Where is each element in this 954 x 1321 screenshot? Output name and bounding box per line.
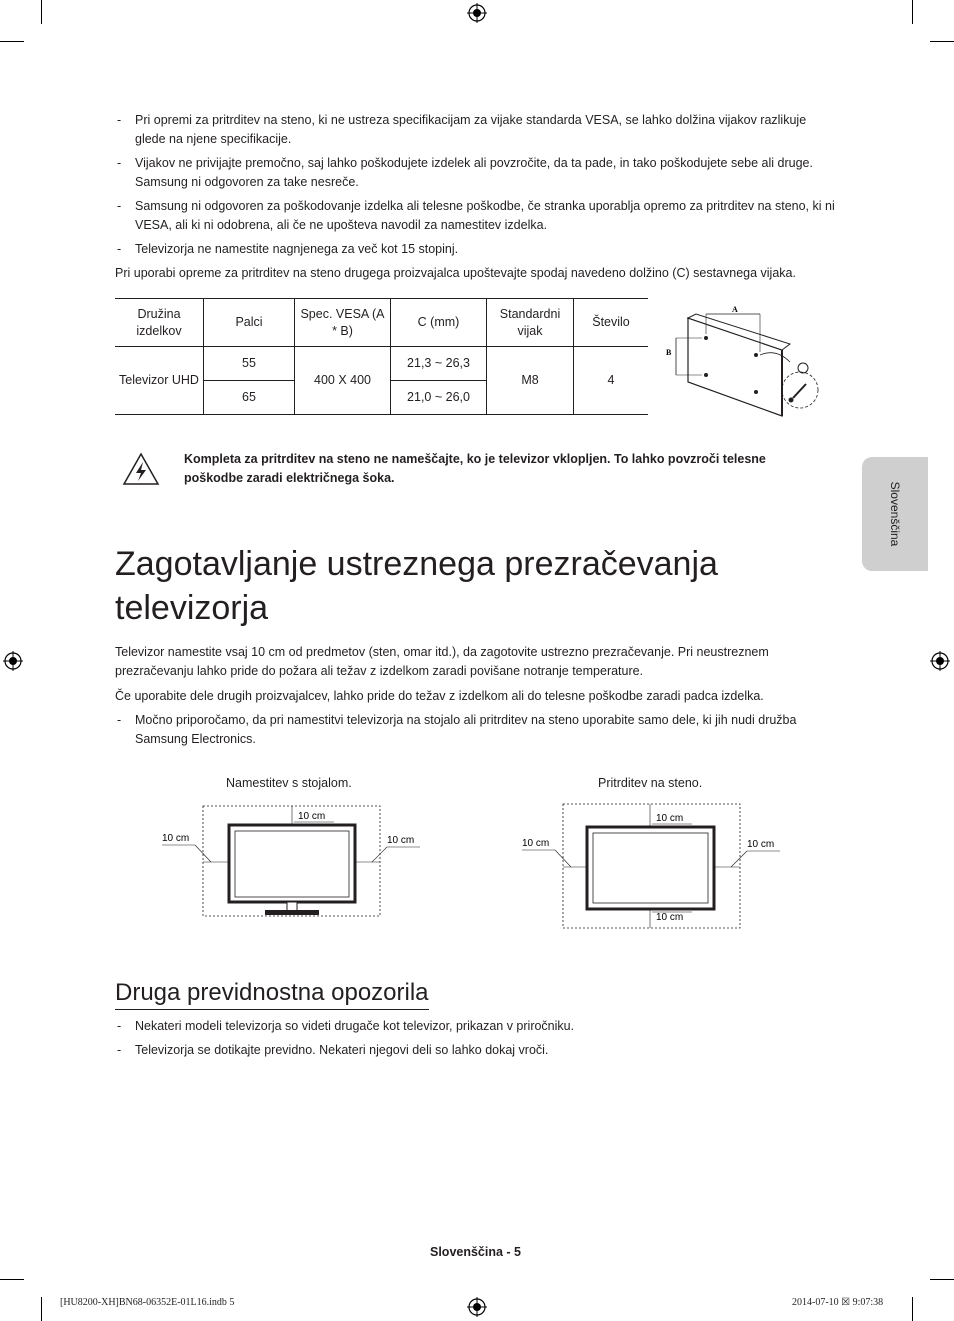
bullet-text: Nekateri modeli televizorja so videti drugače kot televizor, prikazan v priročniku. [135,1019,575,1033]
figure-caption: Pritrditev na steno. [598,776,703,790]
table-cell: 55 [204,347,295,381]
crop-mark [912,1297,913,1321]
crop-mark [0,41,24,42]
intro-paragraph: Pri uporabi opreme za pritrditev na steno drugega proizvajalca upoštevajte spodaj navedeno dolžino (C) sestavnega vijaka. [115,266,796,280]
language-tab [862,457,928,571]
clearance-label-left: 10 cm [522,838,550,849]
registration-mark-icon [3,651,23,671]
crop-mark [0,1279,24,1280]
table-row [115,347,648,381]
table-cell: 21,0 ~ 26,0 [391,381,487,415]
warning-text: Kompleta za pritrditev na steno ne nameščajte, ko je televizor vklopljen. To lahko povzroči telesne poškodbe zaradi električnega šoka. [184,452,766,485]
dimension-label-a: A [732,305,738,314]
list-item: - Pri opremi za pritrditev na steno, ki ne ustreza specifikacijam za vijake standarda VESA, se lahko dolžina vijakov razlikuje glede na njene specifikacije. [117,111,837,149]
crop-mark [41,0,42,24]
table-cell: 4 [574,347,649,415]
section-heading: Zagotavljanje ustreznega prezračevanja televizorja [115,545,718,627]
figure-caption: Namestitev s stojalom. [226,776,352,790]
paragraph: Televizor namestite vsaj 10 cm od predmetov (sten, omar itd.), da zagotovite ustrezno prezračevanje. Pri neustreznem prezračevanju lahko pride do požara ali težav z izdelkom zaradi povišane notranje temperature. [115,645,769,678]
table-header-cell: Palci [204,299,295,347]
clearance-label-right: 10 cm [387,835,415,846]
bullet-text: Vijakov ne privijajte premočno, saj lahko poškodujete izdelek ali povzročite, da ta pade, in tako poškodujete sebe ali druge. Samsung ni odgovoren za take nesreče. [135,156,813,189]
vesa-spec-table [115,298,648,415]
wall-ventilation-diagram [518,800,788,932]
bullet-text: Samsung ni odgovoren za poškodovanje izdelka ali telesne poškodbe, če stranka uporablja opremo za pritrditev na steno, ki ni VESA, ali ki ni odobrena, ali če ne upošteva navodil za namestitev izdelka. [135,199,835,232]
clearance-label-top: 10 cm [298,811,326,822]
crop-mark [41,1297,42,1321]
list-item: - Televizorja se dotikajte previdno. Nekateri njegovi deli so lahko dokaj vroči. [117,1041,837,1060]
clearance-label-left: 10 cm [162,833,190,844]
section-subheading: Druga previdnostna opozorila [115,978,429,1010]
bullet-text: Televizorja se dotikajte previdno. Nekateri njegovi deli so lahko dokaj vroči. [135,1043,549,1057]
bullet-text: Televizorja ne namestite nagnjenega za več kot 15 stopinj. [135,242,459,256]
language-tab-label: Slovenščina [888,481,902,547]
wall-mount-diagram [660,300,830,420]
list-item: - Nekateri modeli televizorja so videti drugače kot televizor, prikazan v priročniku. [117,1017,837,1036]
table-cell: 65 [204,381,295,415]
page-number: Slovenščina - 5 [430,1245,522,1259]
registration-mark-icon [467,1297,487,1317]
table-cell: 21,3 ~ 26,3 [391,347,487,381]
registration-mark-icon [467,3,487,23]
list-item: - Močno priporočamo, da pri namestitvi televizorja na stojalo ali pritrditev na steno uporabite samo dele, ki jih nudi družba Samsung Electronics. [117,711,837,749]
table-cell: Televizor UHD [115,347,204,415]
stand-ventilation-diagram [158,800,428,920]
electric-shock-warning-icon [122,452,160,486]
table-header-cell: C (mm) [391,299,487,347]
registration-mark-icon [930,651,950,671]
table-header-cell: Število [574,299,649,347]
table-cell: M8 [487,347,574,415]
crop-mark [930,1279,954,1280]
table-header-row [115,299,648,347]
list-item: - Samsung ni odgovoren za poškodovanje izdelka ali telesne poškodbe, če stranka uporablja opremo za pritrditev na steno, ki ni VESA, ali ki ni odobrena, ali če ne upošteva navodil za namestitev izdelka. [117,197,837,235]
bullet-text: Pri opremi za pritrditev na steno, ki ne ustreza specifikacijam za vijake standarda VESA, se lahko dolžina vijakov razlikuje glede na njene specifikacije. [135,113,807,146]
dimension-label-b: B [666,348,672,357]
bullet-text: Močno priporočamo, da pri namestitvi televizorja na stojalo ali pritrditev na steno uporabite samo dele, ki jih nudi družba Samsung Electronics. [135,713,797,746]
crop-mark [930,41,954,42]
table-header-cell: Družina izdelkov [115,299,204,347]
clearance-label-top: 10 cm [656,813,684,824]
list-item: - Televizorja ne namestite nagnjenega za več kot 15 stopinj. [117,240,837,259]
print-meta-left: [HU8200-XH]BN68-06352E-01L16.indb 5 [60,1297,235,1308]
paragraph: Če uporabite dele drugih proizvajalcev, lahko pride do težav z izdelkom ali do telesne poškodbe zaradi padca izdelka. [115,689,764,703]
clearance-label-bottom: 10 cm [656,912,684,923]
table-cell: 400 X 400 [295,347,391,415]
print-meta-right: 2014-07-10 ☒ 9:07:38 [792,1297,884,1308]
crop-mark [912,0,913,24]
table-header-cell: Standardni vijak [487,299,574,347]
list-item: - Vijakov ne privijajte premočno, saj lahko poškodujete izdelek ali povzročite, da ta pade, in tako poškodujete sebe ali druge. Samsung ni odgovoren za take nesreče. [117,154,837,192]
table-header-cell: Spec. VESA (A * B) [295,299,391,347]
clearance-label-right: 10 cm [747,839,775,850]
